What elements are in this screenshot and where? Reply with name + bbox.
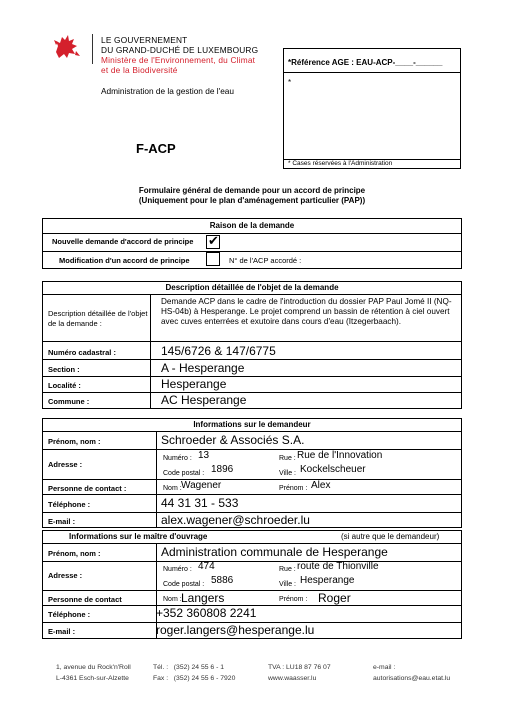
footer xyxy=(0,660,508,690)
demandeur-numero-value: 13 xyxy=(198,450,210,461)
commune-value: AC Hesperange xyxy=(161,393,247,407)
maitre-adresse-label: Adresse : xyxy=(48,571,83,580)
footer-tva: TVA : LU18 87 76 07 xyxy=(268,664,331,671)
luxembourg-lion-logo xyxy=(50,32,82,62)
maitre-numero-value: 474 xyxy=(198,561,215,572)
maitre-nom-value: Langers xyxy=(181,591,225,605)
new-request-label: Nouvelle demande d'accord de principe xyxy=(52,237,194,246)
footer-address-1: 1, avenue du Rock'n'Roll xyxy=(56,664,131,671)
commune-label: Commune : xyxy=(48,397,90,406)
section-label: Section : xyxy=(48,365,80,374)
reference-asterisk: * xyxy=(288,78,292,87)
demandeur-numero-label: Numéro : xyxy=(163,455,192,462)
cadastral-value: 145/6726 & 147/6775 xyxy=(161,344,276,358)
modification-label: Modification d'un accord de principe xyxy=(59,256,190,265)
maitre-section xyxy=(42,530,462,639)
localite-value: Hesperange xyxy=(161,377,227,391)
raison-section xyxy=(42,218,462,269)
description-value: Demande ACP dans le cadre de l'introduction du dossier PAP Paul Jomé II (NQ-HS-04b) à Hesperange. Le projet comprend un bassin de rétention à ciel ouvert avec cuves enterrées et exutoire dans cours d'eau (Itzegerbaach). xyxy=(161,297,452,326)
demandeur-prenom-label: Prénom : xyxy=(279,485,308,492)
footer-address-2: L-4361 Esch-sur-Alzette xyxy=(56,675,129,682)
acp-number-label: N° de l'ACP accordé : xyxy=(229,256,302,265)
maitre-email-value: roger.langers@hesperange.lu xyxy=(156,623,315,637)
maitre-name-label: Prénom, nom : xyxy=(48,549,101,558)
demandeur-tel-value: 44 31 31 - 533 xyxy=(161,496,239,510)
demandeur-name-value: Schroeder & Associés S.A. xyxy=(161,433,305,447)
maitre-prenom-value: Roger xyxy=(318,591,351,605)
demandeur-email-value: alex.wagener@schroeder.lu xyxy=(161,513,310,527)
maitre-note: (si autre que le demandeur) xyxy=(341,532,440,541)
maitre-rue-value: route de Thionville xyxy=(297,561,379,572)
maitre-nom-label: Nom : xyxy=(163,596,182,603)
localite-label: Localité : xyxy=(48,381,81,390)
reference-box xyxy=(283,48,461,169)
demandeur-adresse-label: Adresse : xyxy=(48,460,83,469)
government-name xyxy=(101,35,258,75)
form-title-line-1: Formulaire général de demande pour un accord de principe xyxy=(138,186,366,195)
demandeur-email-label: E-mail : xyxy=(48,517,76,526)
demandeur-contact-label: Personne de contact : xyxy=(48,484,127,493)
maitre-prenom-label: Prénom : xyxy=(279,596,308,603)
maitre-email-label: E-mail : xyxy=(48,627,76,636)
maitre-ville-label: Ville : xyxy=(279,581,296,588)
demandeur-prenom-value: Alex xyxy=(311,480,331,491)
demandeur-tel-label: Téléphone : xyxy=(48,500,91,509)
demandeur-rue-label: Rue : xyxy=(279,455,296,462)
demandeur-nom-label: Nom : xyxy=(163,485,182,492)
gov-line-2: DU GRAND-DUCHÉ DE LUXEMBOURG xyxy=(101,45,259,55)
administration-name: Administration de la gestion de l'eau xyxy=(101,86,235,96)
demandeur-title: Informations sur le demandeur xyxy=(43,419,461,432)
demandeur-section xyxy=(42,418,462,528)
description-label: Description détaillée de l'objet de la demande : xyxy=(48,309,148,328)
demandeur-rue-value: Rue de l'Innovation xyxy=(297,450,383,461)
header-separator xyxy=(92,34,93,64)
demandeur-cp-value: 1896 xyxy=(211,464,234,475)
footer-email[interactable]: autorisations@eau.etat.lu xyxy=(373,675,451,682)
description-section xyxy=(42,281,462,409)
ministry-line-2: et de la Biodiversité xyxy=(101,65,178,75)
maitre-rue-label: Rue : xyxy=(279,566,296,573)
maitre-contact-label: Personne de contact xyxy=(48,595,122,604)
demandeur-ville-value: Kockelscheuer xyxy=(300,464,366,475)
form-title-line-2: (Uniquement pour le plan d'aménagement particulier (PAP)) xyxy=(138,196,366,205)
maitre-ville-value: Hesperange xyxy=(300,575,355,586)
footer-web[interactable]: www.waasser.lu xyxy=(268,675,317,682)
description-title: Description détaillée de l'objet de la demande xyxy=(43,282,461,295)
gov-line-1: LE GOUVERNEMENT xyxy=(101,35,188,45)
form-title xyxy=(42,186,462,206)
footer-email-label: e-mail : xyxy=(373,664,396,671)
maitre-cp-value: 5886 xyxy=(211,575,234,586)
maitre-tel-label: Téléphone : xyxy=(48,610,91,619)
demandeur-ville-label: Ville : xyxy=(279,470,296,477)
modification-checkbox[interactable] xyxy=(206,252,220,266)
ministry-line-1: Ministère de l'Environnement, du Climat xyxy=(101,55,256,65)
maitre-numero-label: Numéro : xyxy=(163,566,192,573)
maitre-name-value: Administration communale de Hesperange xyxy=(161,545,388,559)
section-value: A - Hesperange xyxy=(161,361,245,375)
maitre-title xyxy=(43,531,461,544)
maitre-cp-label: Code postal : xyxy=(163,581,205,588)
maitre-tel-value: +352 360808 2241 xyxy=(156,606,257,620)
demandeur-cp-label: Code postal : xyxy=(163,470,205,477)
cadastral-label: Numéro cadastral : xyxy=(48,348,116,357)
form-code: F-ACP xyxy=(136,141,176,156)
new-request-checkbox[interactable] xyxy=(206,235,220,249)
reference-label: *Référence AGE : EAU-ACP-____-______ xyxy=(288,58,443,67)
footer-tel: Tél. : (352) 24 55 6 - 1 xyxy=(153,664,225,671)
check-mark-icon: ✔ xyxy=(208,233,219,248)
raison-title: Raison de la demande xyxy=(43,219,461,234)
demandeur-name-label: Prénom, nom : xyxy=(48,437,101,446)
footer-fax: Fax : (352) 24 55 6 - 7920 xyxy=(153,675,236,682)
maitre-title-text: Informations sur le maître d'ouvrage xyxy=(69,532,208,541)
demandeur-nom-value: Wagener xyxy=(181,480,222,491)
reference-footnote: * Cases réservées à l'Administration xyxy=(288,160,393,167)
